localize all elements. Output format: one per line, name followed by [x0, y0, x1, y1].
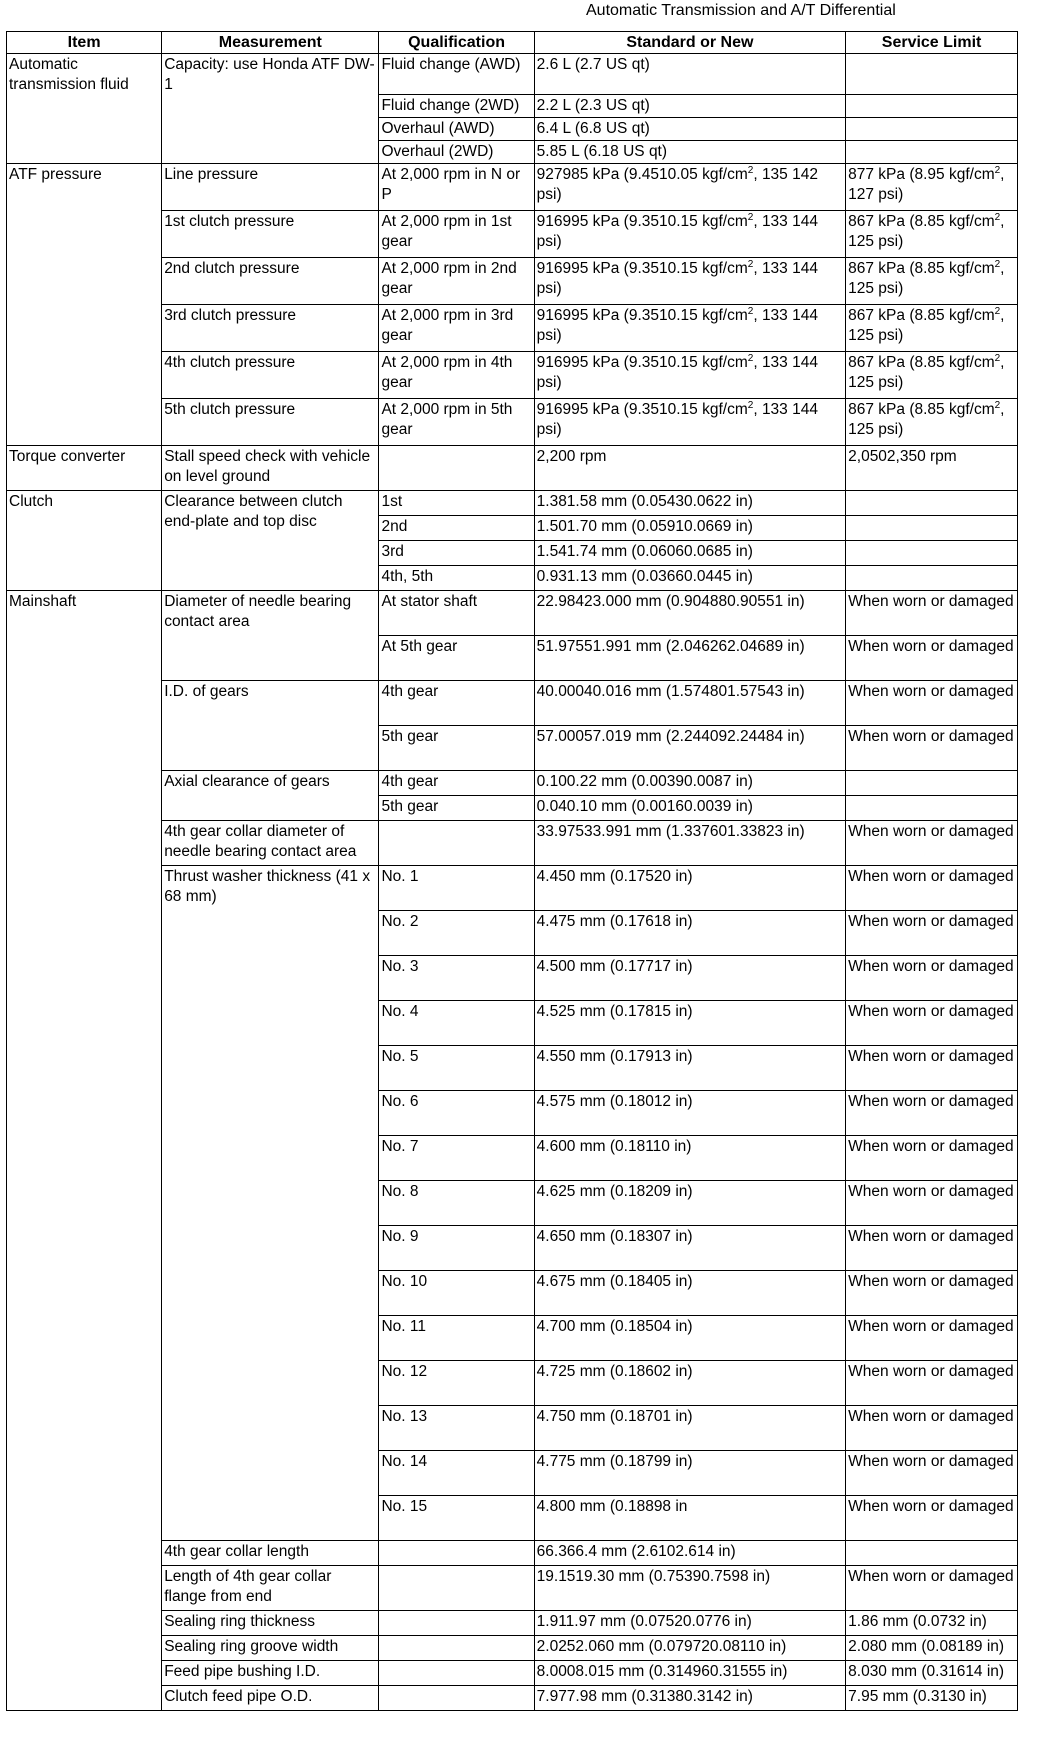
qualification-cell: At 2,000 rpm in N or P: [379, 164, 534, 211]
qualification-cell: No. 1: [379, 866, 534, 911]
standard-cell: 4.800 mm (0.18898 in: [534, 1496, 846, 1541]
qualification-cell: 5th gear: [379, 796, 534, 821]
measurement-cell: 2nd clutch pressure: [162, 258, 379, 305]
standard-cell: 4.600 mm (0.18110 in): [534, 1136, 846, 1181]
standard-cell: 2.6 L (2.7 US qt): [534, 54, 846, 95]
standard-cell: 2,200 rpm: [534, 446, 846, 491]
standard-cell: 51.97551.991 mm (2.046262.04689 in): [534, 636, 846, 681]
limit-cell: [846, 491, 1018, 516]
measurement-cell: Line pressure: [162, 164, 379, 211]
qualification-cell: No. 13: [379, 1406, 534, 1451]
qualification-cell: [379, 1611, 534, 1636]
limit-cell: [846, 566, 1018, 591]
limit-cell: 867 kPa (8.85 kgf/$cm^2$, 125 psi): [846, 305, 1018, 352]
standard-cell: 6.4 L (6.8 US qt): [534, 118, 846, 141]
standard-cell: 40.00040.016 mm (1.574801.57543 in): [534, 681, 846, 726]
qualification-cell: No. 9: [379, 1226, 534, 1271]
limit-cell: When worn or damaged: [846, 1451, 1018, 1496]
limit-cell: When worn or damaged: [846, 636, 1018, 681]
standard-cell: 4.625 mm (0.18209 in): [534, 1181, 846, 1226]
standard-cell: 2.2 L (2.3 US qt): [534, 95, 846, 118]
limit-cell: When worn or damaged: [846, 681, 1018, 726]
qualification-cell: 3rd: [379, 541, 534, 566]
standard-cell: 4.650 mm (0.18307 in): [534, 1226, 846, 1271]
standard-cell: 4.750 mm (0.18701 in): [534, 1406, 846, 1451]
limit-cell: When worn or damaged: [846, 1001, 1018, 1046]
limit-cell: [846, 516, 1018, 541]
qualification-cell: 1st: [379, 491, 534, 516]
qualification-cell: [379, 1686, 534, 1711]
measurement-cell: 1st clutch pressure: [162, 211, 379, 258]
standard-cell: 0.931.13 mm (0.03660.0445 in): [534, 566, 846, 591]
limit-cell: When worn or damaged: [846, 1046, 1018, 1091]
standard-cell: 33.97533.991 mm (1.337601.33823 in): [534, 821, 846, 866]
measurement-cell: Length of 4th gear collar flange from end: [162, 1566, 379, 1611]
page-title: Automatic Transmission and A/T Differential: [586, 2, 896, 19]
limit-cell: When worn or damaged: [846, 591, 1018, 636]
measurement-cell: Diameter of needle bearing contact area: [162, 591, 379, 681]
limit-cell: When worn or damaged: [846, 866, 1018, 911]
qualification-cell: At 2,000 rpm in 5th gear: [379, 399, 534, 446]
limit-cell: 867 kPa (8.85 kgf/$cm^2$, 125 psi): [846, 352, 1018, 399]
standard-cell: 4.775 mm (0.18799 in): [534, 1451, 846, 1496]
qualification-cell: At 2,000 rpm in 1st gear: [379, 211, 534, 258]
limit-cell: [846, 796, 1018, 821]
limit-cell: When worn or damaged: [846, 821, 1018, 866]
qualification-cell: No. 7: [379, 1136, 534, 1181]
limit-cell: When worn or damaged: [846, 1271, 1018, 1316]
qualification-cell: No. 5: [379, 1046, 534, 1091]
qualification-cell: No. 15: [379, 1496, 534, 1541]
measurement-cell: Thrust washer thickness (41 x 68 mm): [162, 866, 379, 1541]
measurement-cell: Feed pipe bushing I.D.: [162, 1661, 379, 1686]
limit-cell: [846, 141, 1018, 164]
qualification-cell: No. 12: [379, 1361, 534, 1406]
qualification-cell: 2nd: [379, 516, 534, 541]
qualification-cell: Overhaul (2WD): [379, 141, 534, 164]
measurement-cell: 4th gear collar diameter of needle bearing contact area: [162, 821, 379, 866]
standard-cell: 4.475 mm (0.17618 in): [534, 911, 846, 956]
standard-cell: 57.00057.019 mm (2.244092.24484 in): [534, 726, 846, 771]
table-row: [7, 491, 1018, 516]
limit-cell: [846, 118, 1018, 141]
limit-cell: [846, 771, 1018, 796]
limit-cell: [846, 541, 1018, 566]
page-header: [0, 0, 1056, 26]
qualification-cell: At 2,000 rpm in 4th gear: [379, 352, 534, 399]
qualification-cell: No. 3: [379, 956, 534, 1001]
table-row: [7, 164, 1018, 211]
qualification-cell: No. 6: [379, 1091, 534, 1136]
measurement-cell: I.D. of gears: [162, 681, 379, 771]
standard-cell: 4.700 mm (0.18504 in): [534, 1316, 846, 1361]
qualification-cell: Overhaul (AWD): [379, 118, 534, 141]
item-cell: Mainshaft: [7, 591, 162, 1711]
qualification-cell: [379, 1541, 534, 1566]
qualification-cell: At 2,000 rpm in 3rd gear: [379, 305, 534, 352]
qualification-cell: 4th gear: [379, 771, 534, 796]
item-cell: Clutch: [7, 491, 162, 591]
qualification-cell: At 2,000 rpm in 2nd gear: [379, 258, 534, 305]
limit-cell: When worn or damaged: [846, 1361, 1018, 1406]
qualification-cell: [379, 1566, 534, 1611]
measurement-cell: Sealing ring thickness: [162, 1611, 379, 1636]
qualification-cell: 5th gear: [379, 726, 534, 771]
standard-cell: 7.977.98 mm (0.31380.3142 in): [534, 1686, 846, 1711]
item-cell: ATF pressure: [7, 164, 162, 446]
measurement-cell: Clutch feed pipe O.D.: [162, 1686, 379, 1711]
standard-cell: 916995 kPa (9.3510.15 kgf/$cm^2$, 133 144 psi): [534, 305, 846, 352]
item-cell: Torque converter: [7, 446, 162, 491]
specification-table: [6, 31, 1018, 1711]
standard-cell: 927985 kPa (9.4510.05 kgf/$cm^2$, 135 142 psi): [534, 164, 846, 211]
limit-cell: [846, 54, 1018, 95]
limit-cell: [846, 95, 1018, 118]
qualification-cell: [379, 1661, 534, 1686]
limit-cell: When worn or damaged: [846, 911, 1018, 956]
qualification-cell: Fluid change (AWD): [379, 54, 534, 95]
qualification-cell: [379, 821, 534, 866]
qualification-cell: No. 10: [379, 1271, 534, 1316]
standard-cell: 4.525 mm (0.17815 in): [534, 1001, 846, 1046]
limit-cell: When worn or damaged: [846, 1316, 1018, 1361]
standard-cell: 916995 kPa (9.3510.15 kgf/$cm^2$, 133 144 psi): [534, 399, 846, 446]
standard-cell: 1.911.97 mm (0.07520.0776 in): [534, 1611, 846, 1636]
standard-cell: 1.541.74 mm (0.06060.0685 in): [534, 541, 846, 566]
qualification-cell: Fluid change (2WD): [379, 95, 534, 118]
qualification-cell: No. 8: [379, 1181, 534, 1226]
qualification-cell: At stator shaft: [379, 591, 534, 636]
table-header-row: [7, 32, 1018, 54]
qualification-cell: No. 4: [379, 1001, 534, 1046]
limit-cell: 8.030 mm (0.31614 in): [846, 1661, 1018, 1686]
item-cell: Automatic transmission fluid: [7, 54, 162, 164]
limit-cell: 867 kPa (8.85 kgf/$cm^2$, 125 psi): [846, 258, 1018, 305]
column-header-qualification: Qualification: [379, 32, 534, 54]
limit-cell: 2,0502,350 rpm: [846, 446, 1018, 491]
measurement-cell: Sealing ring groove width: [162, 1636, 379, 1661]
qualification-cell: No. 11: [379, 1316, 534, 1361]
qualification-cell: 4th, 5th: [379, 566, 534, 591]
limit-cell: 7.95 mm (0.3130 in): [846, 1686, 1018, 1711]
limit-cell: When worn or damaged: [846, 1091, 1018, 1136]
measurement-cell: 5th clutch pressure: [162, 399, 379, 446]
standard-cell: 4.550 mm (0.17913 in): [534, 1046, 846, 1091]
limit-cell: When worn or damaged: [846, 726, 1018, 771]
standard-cell: 4.575 mm (0.18012 in): [534, 1091, 846, 1136]
column-header-measurement: Measurement: [162, 32, 379, 54]
standard-cell: 66.366.4 mm (2.6102.614 in): [534, 1541, 846, 1566]
measurement-cell: 4th gear collar length: [162, 1541, 379, 1566]
standard-cell: 1.501.70 mm (0.05910.0669 in): [534, 516, 846, 541]
table-row: [7, 446, 1018, 491]
qualification-cell: At 5th gear: [379, 636, 534, 681]
limit-cell: When worn or damaged: [846, 956, 1018, 1001]
limit-cell: When worn or damaged: [846, 1181, 1018, 1226]
column-header-item: Item: [7, 32, 162, 54]
limit-cell: 2.080 mm (0.08189 in): [846, 1636, 1018, 1661]
standard-cell: 8.0008.015 mm (0.314960.31555 in): [534, 1661, 846, 1686]
qualification-cell: [379, 1636, 534, 1661]
column-header-standard: Standard or New: [534, 32, 846, 54]
measurement-cell: Capacity: use Honda ATF DW-1: [162, 54, 379, 164]
standard-cell: 5.85 L (6.18 US qt): [534, 141, 846, 164]
standard-cell: 1.381.58 mm (0.05430.0622 in): [534, 491, 846, 516]
qualification-cell: No. 2: [379, 911, 534, 956]
limit-cell: When worn or damaged: [846, 1566, 1018, 1611]
limit-cell: 867 kPa (8.85 kgf/$cm^2$, 125 psi): [846, 211, 1018, 258]
measurement-cell: 4th clutch pressure: [162, 352, 379, 399]
measurement-cell: Axial clearance of gears: [162, 771, 379, 821]
measurement-cell: Stall speed check with vehicle on level ground: [162, 446, 379, 491]
table-row: [7, 54, 1018, 95]
limit-cell: 1.86 mm (0.0732 in): [846, 1611, 1018, 1636]
standard-cell: 4.450 mm (0.17520 in): [534, 866, 846, 911]
standard-cell: 0.040.10 mm (0.00160.0039 in): [534, 796, 846, 821]
measurement-cell: 3rd clutch pressure: [162, 305, 379, 352]
limit-cell: 867 kPa (8.85 kgf/$cm^2$, 125 psi): [846, 399, 1018, 446]
measurement-cell: Clearance between clutch end-plate and top disc: [162, 491, 379, 591]
standard-cell: 19.1519.30 mm (0.75390.7598 in): [534, 1566, 846, 1611]
qualification-cell: 4th gear: [379, 681, 534, 726]
standard-cell: 916995 kPa (9.3510.15 kgf/$cm^2$, 133 144 psi): [534, 211, 846, 258]
column-header-service-limit: Service Limit: [846, 32, 1018, 54]
standard-cell: 4.675 mm (0.18405 in): [534, 1271, 846, 1316]
standard-cell: 0.100.22 mm (0.00390.0087 in): [534, 771, 846, 796]
qualification-cell: No. 14: [379, 1451, 534, 1496]
limit-cell: [846, 1541, 1018, 1566]
limit-cell: When worn or damaged: [846, 1406, 1018, 1451]
standard-cell: 4.500 mm (0.17717 in): [534, 956, 846, 1001]
standard-cell: 4.725 mm (0.18602 in): [534, 1361, 846, 1406]
limit-cell: 877 kPa (8.95 kgf/$cm^2$, 127 psi): [846, 164, 1018, 211]
limit-cell: When worn or damaged: [846, 1496, 1018, 1541]
table-row: [7, 591, 1018, 636]
standard-cell: 916995 kPa (9.3510.15 kgf/$cm^2$, 133 144 psi): [534, 258, 846, 305]
standard-cell: 916995 kPa (9.3510.15 kgf/$cm^2$, 133 144 psi): [534, 352, 846, 399]
limit-cell: When worn or damaged: [846, 1136, 1018, 1181]
limit-cell: When worn or damaged: [846, 1226, 1018, 1271]
standard-cell: 22.98423.000 mm (0.904880.90551 in): [534, 591, 846, 636]
qualification-cell: [379, 446, 534, 491]
standard-cell: 2.0252.060 mm (0.079720.08110 in): [534, 1636, 846, 1661]
